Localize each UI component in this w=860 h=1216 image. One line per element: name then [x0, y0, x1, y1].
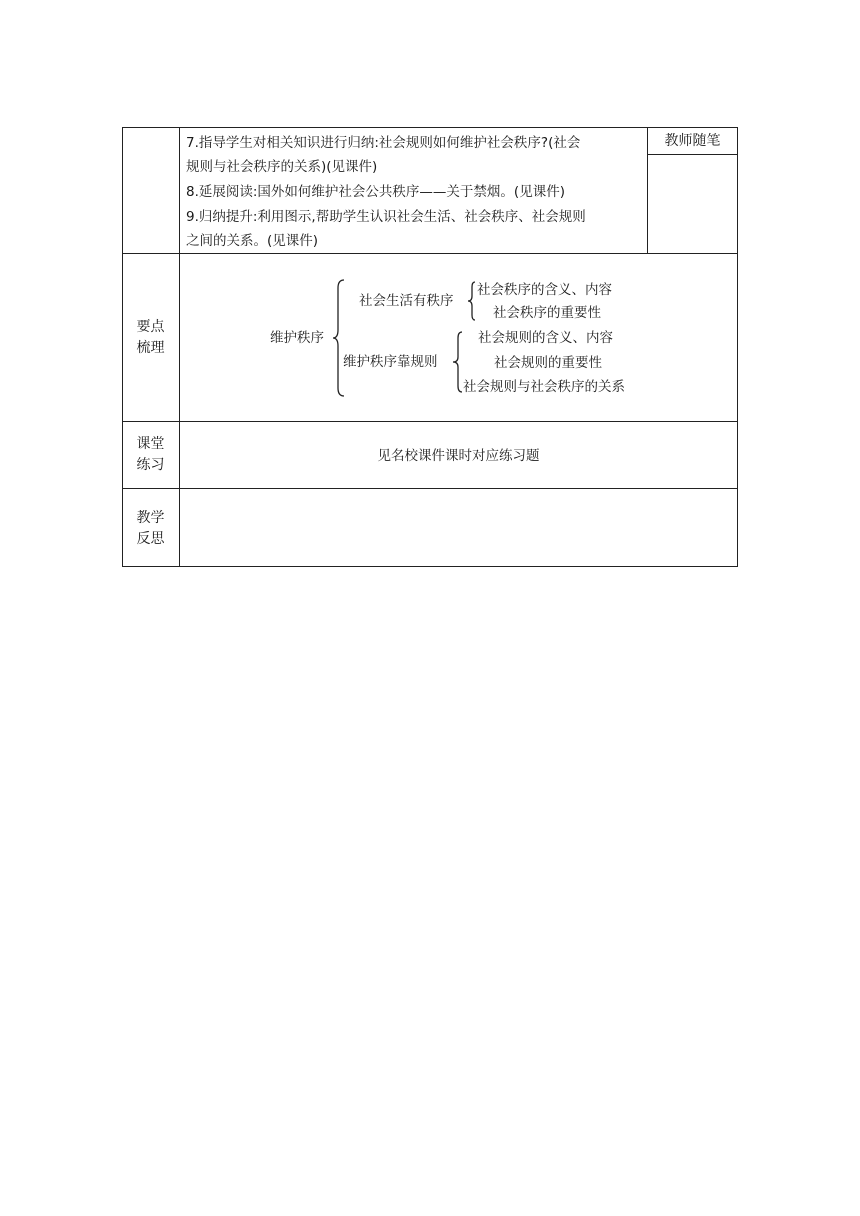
step-line: 9.归纳提升:利用图示,帮助学生认识社会生活、社会秩序、社会规则	[186, 209, 586, 225]
branch1-item: 社会秩序的重要性	[493, 305, 601, 321]
label-column-divider	[179, 127, 180, 567]
root-brace	[332, 278, 348, 398]
row-divider-1	[122, 253, 738, 254]
branch1-brace	[467, 280, 477, 322]
branch2-item: 社会规则的含义、内容	[478, 330, 613, 346]
step-line: 规则与社会秩序的关系)(见课件)	[186, 159, 378, 175]
table-border-top	[122, 127, 738, 128]
key-points-label: 要点 梳理	[136, 319, 165, 356]
table-border-right	[737, 127, 738, 567]
branch1-title: 社会生活有秩序	[359, 293, 454, 309]
table-border-bottom	[122, 566, 738, 567]
row-divider-3	[122, 488, 738, 489]
step-line: 之间的关系。(见课件)	[186, 233, 319, 249]
practice-content: 见名校课件课时对应练习题	[377, 448, 540, 464]
branch2-item: 社会规则与社会秩序的关系	[463, 379, 625, 395]
diagram-root: 维护秩序	[270, 330, 324, 346]
notes-header-divider	[647, 154, 738, 155]
step-line: 8.延展阅读:国外如何维护社会公共秩序——关于禁烟。(见课件)	[186, 184, 565, 200]
practice-label: 课堂 练习	[136, 436, 165, 473]
notes-header: 教师随笔	[664, 133, 721, 149]
branch2-title: 维护秩序靠规则	[343, 354, 438, 370]
branch2-item: 社会规则的重要性	[494, 355, 602, 371]
reflection-label: 教学 反思	[136, 510, 165, 547]
row-divider-2	[122, 421, 738, 422]
branch1-item: 社会秩序的含义、内容	[477, 282, 612, 298]
step-line: 7.指导学生对相关知识进行归纳:社会规则如何维护社会秩序?(社会	[186, 135, 581, 151]
